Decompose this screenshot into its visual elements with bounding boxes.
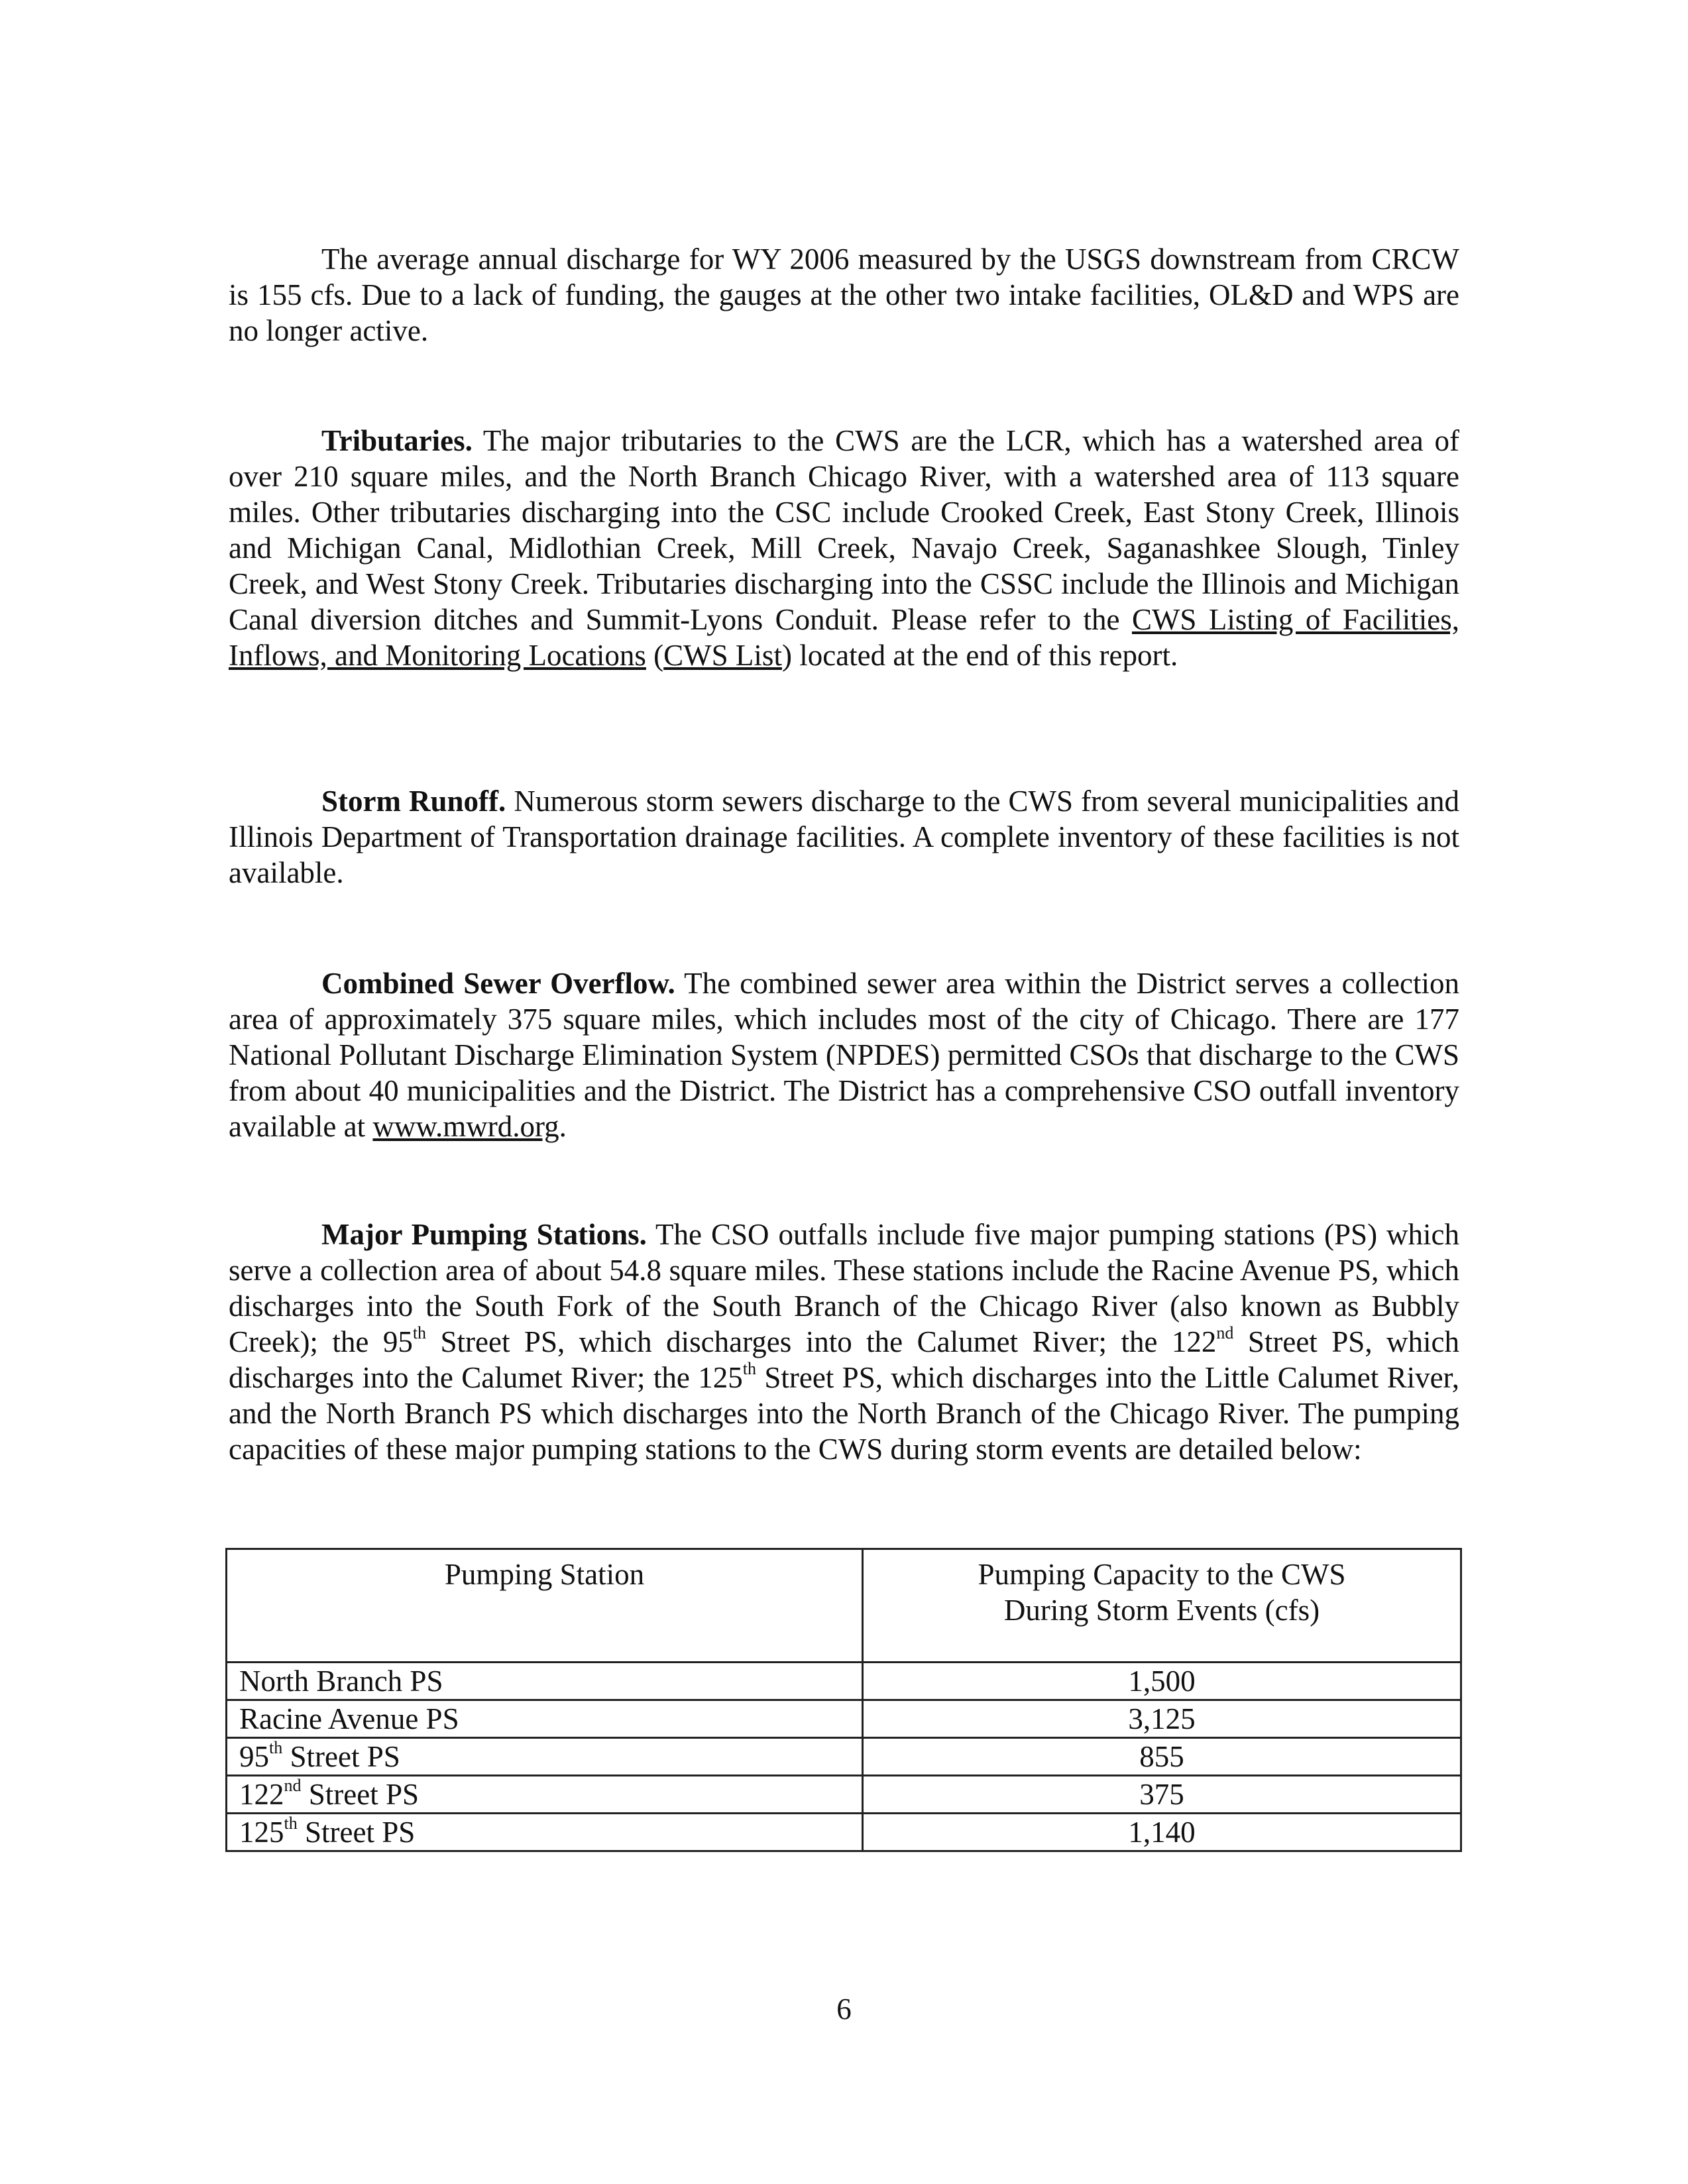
ordinal-suffix: th: [269, 1738, 283, 1757]
pumping-capacity-table: [225, 1548, 1462, 1852]
header-capacity-line: During Storm Events (cfs): [1003, 1594, 1320, 1627]
ordinal-suffix: nd: [284, 1776, 302, 1795]
station-name-cell: [227, 1814, 863, 1851]
station-number: 122: [239, 1778, 284, 1811]
station-name: North Branch PS: [239, 1665, 443, 1698]
capacity-cell: 375: [863, 1776, 1461, 1814]
table-row: [227, 1738, 1461, 1776]
section-heading-storm-runoff: Storm Runoff.: [321, 785, 506, 818]
station-name: Street PS: [297, 1816, 416, 1849]
paragraph-text: The major tributaries to the CWS are the LCR, which has a watershed area of over 210 square miles, and the North Branch Chicago River, with a watershed area of 113 square miles. Other tributaries discharging into the CSC include Crooked Creek, East Stony Creek, Illinois and Michigan Canal, Midlothian Creek, Mill Creek, Navajo Creek, Saganashkee Slough, Tinley Creek, and West Stony Creek. Tributaries discharging into the CSSC include the Illinois and Michigan Canal diversion ditches and Summit-Lyons Conduit. Please refer to the: [229, 424, 1459, 636]
ordinal-suffix: th: [284, 1814, 298, 1833]
paragraph-text: ) located at the end of this report.: [781, 639, 1178, 672]
paragraph-text: Street PS, which discharges into the Calumet River; the 122: [426, 1325, 1217, 1358]
paragraph-text: Street PS, which discharges into the Little Calumet River, and the North Branch PS which discharges into the North Branch of the Chicago River. The pumping capacities of these major pumping stations to the CWS during storm events are detailed below:: [229, 1361, 1459, 1466]
station-name-cell: [227, 1776, 863, 1814]
cws-list-reference: CWS List: [663, 639, 782, 672]
ordinal-suffix: nd: [1216, 1323, 1234, 1342]
paragraph-text: Street PS, which discharges into the Calumet River; the 125: [229, 1325, 1459, 1394]
header-pumping-capacity: [863, 1549, 1461, 1663]
paragraph-text: The combined sewer area within the District serves a collection area of approximately 375 square miles, which includes most of the city of Chicago. There are 177 National Pollutant Discharge Elimination System (NPDES) permitted CSOs that discharge to the CWS from about 40 municipalities and the District. The District has a comprehensive CSO outfall inventory available at: [229, 967, 1459, 1143]
header-pumping-station: Pumping Station: [227, 1549, 863, 1663]
page-number: 6: [836, 1993, 852, 2026]
capacity-cell: 1,140: [863, 1814, 1461, 1851]
table-row: [227, 1776, 1461, 1814]
cws-listing-reference: CWS Listing of Facilities, Inflows, and Monitoring Locations: [229, 603, 1459, 672]
paragraph-tributaries: [229, 423, 1459, 673]
table-header-row: [227, 1549, 1461, 1663]
station-name-cell: [227, 1738, 863, 1776]
paragraph-text: The average annual discharge for WY 2006 measured by the USGS downstream from CRCW is 155 cfs. Due to a lack of funding, the gauges at the other two intake facilities, OL&D and WPS are no longer active.: [229, 243, 1459, 347]
paragraph-major-pumping-stations: [229, 1217, 1459, 1467]
mwrd-website-link[interactable]: www.mwrd.org: [372, 1110, 559, 1143]
ordinal-suffix: th: [412, 1323, 427, 1342]
paragraph-text: The CSO outfalls include five major pumping stations (PS) which serve a collection area of about 54.8 square miles. These stations include the Racine Avenue PS, which discharges into the South Fork of the South Branch of the Chicago River (also known as Bubbly Creek); the 95: [229, 1218, 1459, 1358]
paragraph-storm-runoff: [229, 783, 1459, 891]
section-heading-major-pumping-stations: Major Pumping Stations.: [321, 1218, 647, 1251]
station-number: 125: [239, 1816, 284, 1849]
station-name: Street PS: [282, 1740, 400, 1773]
capacity-cell: 855: [863, 1738, 1461, 1776]
station-name-cell: [227, 1663, 863, 1700]
station-number: 95: [239, 1740, 269, 1773]
table-row: [227, 1814, 1461, 1851]
paragraph-text: (: [646, 639, 664, 672]
section-heading-tributaries: Tributaries.: [321, 424, 473, 457]
paragraph-discharge: [229, 241, 1459, 349]
station-name-cell: [227, 1700, 863, 1738]
station-name: Racine Avenue PS: [239, 1702, 459, 1735]
table-row: [227, 1700, 1461, 1738]
paragraph-text: .: [559, 1110, 567, 1143]
ordinal-suffix: th: [742, 1359, 756, 1378]
paragraph-combined-sewer-overflow: [229, 965, 1459, 1144]
paragraph-text: Numerous storm sewers discharge to the CWS from several municipalities and Illinois Department of Transportation drainage facilities. A complete inventory of these facilities is not available.: [229, 785, 1459, 889]
capacity-cell: 3,125: [863, 1700, 1461, 1738]
capacity-cell: 1,500: [863, 1663, 1461, 1700]
table-row: [227, 1663, 1461, 1700]
station-name: Street PS: [301, 1778, 420, 1811]
header-capacity-line: Pumping Capacity to the CWS: [978, 1558, 1346, 1591]
section-heading-combined-sewer-overflow: Combined Sewer Overflow.: [321, 967, 675, 1000]
